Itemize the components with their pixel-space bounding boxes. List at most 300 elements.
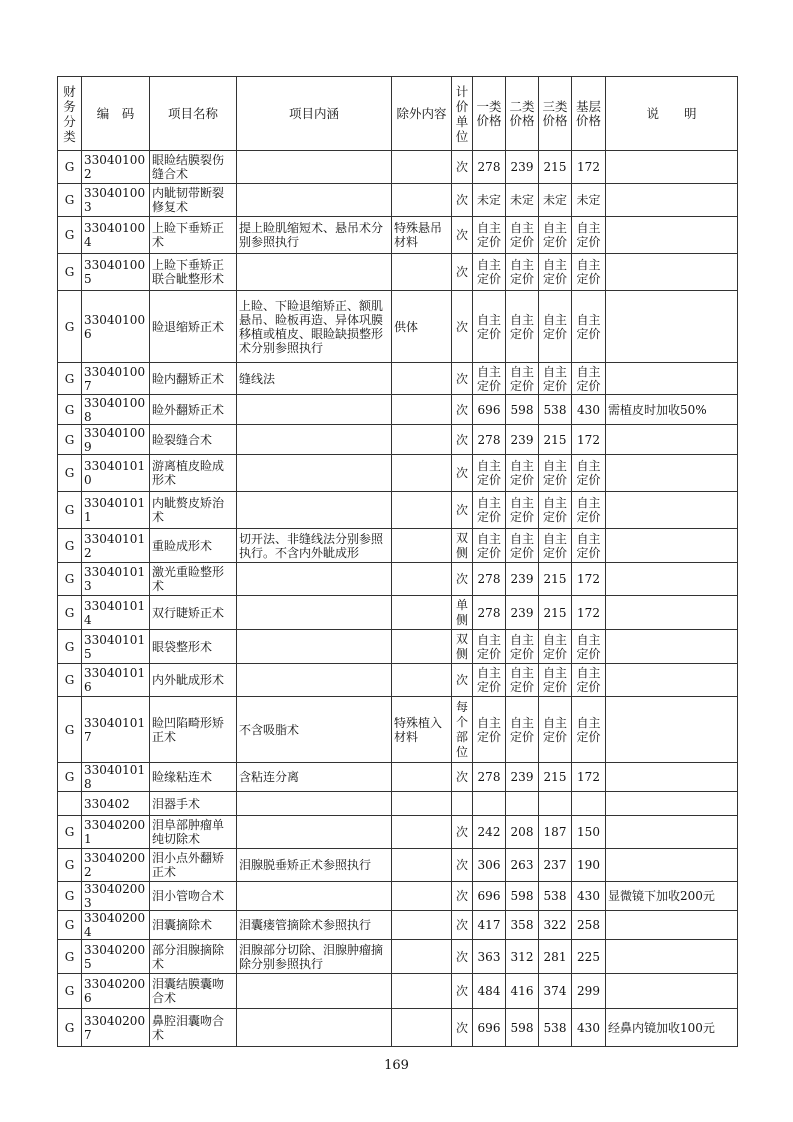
price-1-cell: 278 xyxy=(473,563,506,596)
price-4-cell: 自主定价 xyxy=(572,217,606,254)
price-3-cell: 237 xyxy=(539,849,572,882)
price-4-cell: 150 xyxy=(572,816,606,849)
content-cell xyxy=(237,816,392,849)
name-cell: 泪器手术 xyxy=(150,792,237,816)
exclusion-cell: 特殊植入材料 xyxy=(392,697,452,763)
table-row xyxy=(58,849,738,882)
code-cell: 330402 xyxy=(82,792,150,816)
price-4-cell: 258 xyxy=(572,911,606,940)
note-cell xyxy=(606,630,738,664)
price-3-cell: 215 xyxy=(539,596,572,630)
exclusion-cell xyxy=(392,664,452,697)
price-3-cell: 374 xyxy=(539,974,572,1009)
price-2-cell: 239 xyxy=(506,151,539,184)
price-1-cell: 278 xyxy=(473,425,506,455)
table-row xyxy=(58,563,738,596)
note-cell xyxy=(606,816,738,849)
price-3-cell: 自主定价 xyxy=(539,254,572,291)
header-code: 编 码 xyxy=(82,77,150,151)
header-note: 说 明 xyxy=(606,77,738,151)
unit-cell: 次 xyxy=(452,1009,473,1047)
code-cell: 330401016 xyxy=(82,664,150,697)
content-cell xyxy=(237,596,392,630)
header-content: 项目内涵 xyxy=(237,77,392,151)
exclusion-cell xyxy=(392,425,452,455)
price-2-cell: 598 xyxy=(506,882,539,911)
price-4-cell: 未定 xyxy=(572,184,606,217)
price-1-cell: 自主定价 xyxy=(473,254,506,291)
price-1-cell: 自主定价 xyxy=(473,217,506,254)
content-cell: 泪囊瘘管摘除术参照执行 xyxy=(237,911,392,940)
exclusion-cell xyxy=(392,254,452,291)
note-cell xyxy=(606,849,738,882)
note-cell xyxy=(606,563,738,596)
table-row xyxy=(58,630,738,664)
price-3-cell: 自主定价 xyxy=(539,529,572,563)
unit-cell: 次 xyxy=(452,254,473,291)
header-price-4: 基层价格 xyxy=(572,77,606,151)
price-3-cell: 自主定价 xyxy=(539,664,572,697)
unit-cell: 次 xyxy=(452,664,473,697)
note-cell xyxy=(606,455,738,492)
exclusion-cell: 供体 xyxy=(392,291,452,363)
price-2-cell: 239 xyxy=(506,596,539,630)
price-3-cell: 自主定价 xyxy=(539,217,572,254)
price-2-cell: 自主定价 xyxy=(506,697,539,763)
price-4-cell: 自主定价 xyxy=(572,697,606,763)
price-1-cell: 自主定价 xyxy=(473,455,506,492)
price-1-cell: 自主定价 xyxy=(473,697,506,763)
category-cell: G xyxy=(58,816,82,849)
unit-cell xyxy=(452,630,473,664)
category-cell: G xyxy=(58,363,82,395)
price-3-cell: 215 xyxy=(539,763,572,792)
price-2-cell: 416 xyxy=(506,974,539,1009)
code-cell: 330401002 xyxy=(82,151,150,184)
table-row xyxy=(58,217,738,254)
name-cell: 内眦赘皮矫治术 xyxy=(150,492,237,529)
unit-cell-text: 双侧 xyxy=(455,530,468,560)
table-row xyxy=(58,184,738,217)
price-4-cell: 自主定价 xyxy=(572,529,606,563)
price-4-cell: 299 xyxy=(572,974,606,1009)
content-cell xyxy=(237,882,392,911)
price-4-cell: 172 xyxy=(572,596,606,630)
price-1-cell: 278 xyxy=(473,763,506,792)
unit-cell: 次 xyxy=(452,395,473,425)
price-2-cell xyxy=(506,792,539,816)
content-cell xyxy=(237,395,392,425)
note-cell xyxy=(606,529,738,563)
note-cell xyxy=(606,291,738,363)
note-cell xyxy=(606,184,738,217)
price-2-cell: 自主定价 xyxy=(506,217,539,254)
category-cell: G xyxy=(58,395,82,425)
header-name: 项目名称 xyxy=(150,77,237,151)
price-1-cell: 306 xyxy=(473,849,506,882)
price-3-cell: 自主定价 xyxy=(539,363,572,395)
price-1-cell: 自主定价 xyxy=(473,664,506,697)
price-1-cell: 363 xyxy=(473,940,506,974)
price-4-cell: 172 xyxy=(572,563,606,596)
table-row xyxy=(58,151,738,184)
note-cell xyxy=(606,425,738,455)
unit-cell: 次 xyxy=(452,849,473,882)
unit-cell: 次 xyxy=(452,184,473,217)
table-row xyxy=(58,291,738,363)
content-cell xyxy=(237,455,392,492)
exclusion-cell xyxy=(392,395,452,425)
price-1-cell: 278 xyxy=(473,151,506,184)
note-cell xyxy=(606,664,738,697)
table-row xyxy=(58,763,738,792)
exclusion-cell xyxy=(392,882,452,911)
price-4-cell: 172 xyxy=(572,425,606,455)
note-cell xyxy=(606,254,738,291)
price-2-cell: 263 xyxy=(506,849,539,882)
name-cell: 激光重睑整形术 xyxy=(150,563,237,596)
price-4-cell: 430 xyxy=(572,395,606,425)
price-3-cell: 自主定价 xyxy=(539,455,572,492)
content-cell: 泪腺部分切除、泪腺肿瘤摘除分别参照执行 xyxy=(237,940,392,974)
note-cell xyxy=(606,792,738,816)
code-cell: 330401003 xyxy=(82,184,150,217)
note-cell xyxy=(606,763,738,792)
code-cell: 330401007 xyxy=(82,363,150,395)
note-cell xyxy=(606,911,738,940)
price-3-cell: 322 xyxy=(539,911,572,940)
name-cell: 上睑下垂矫正联合眦整形术 xyxy=(150,254,237,291)
content-cell xyxy=(237,184,392,217)
code-cell: 330401012 xyxy=(82,529,150,563)
exclusion-cell xyxy=(392,151,452,184)
content-cell xyxy=(237,630,392,664)
note-cell xyxy=(606,596,738,630)
price-3-cell: 215 xyxy=(539,151,572,184)
name-cell: 游离植皮睑成形术 xyxy=(150,455,237,492)
category-cell: G xyxy=(58,254,82,291)
price-3-cell: 215 xyxy=(539,563,572,596)
table-row xyxy=(58,596,738,630)
code-cell: 330401018 xyxy=(82,763,150,792)
code-cell: 330401009 xyxy=(82,425,150,455)
content-cell: 不含吸脂术 xyxy=(237,697,392,763)
table-row xyxy=(58,940,738,974)
price-2-cell: 312 xyxy=(506,940,539,974)
code-cell: 330401005 xyxy=(82,254,150,291)
price-4-cell: 225 xyxy=(572,940,606,974)
price-4-cell: 自主定价 xyxy=(572,492,606,529)
price-2-cell: 自主定价 xyxy=(506,664,539,697)
unit-cell xyxy=(452,697,473,763)
note-cell xyxy=(606,217,738,254)
header-row xyxy=(58,77,738,151)
price-4-cell: 自主定价 xyxy=(572,455,606,492)
header-category: 财务分类 xyxy=(58,77,82,151)
price-2-cell: 自主定价 xyxy=(506,291,539,363)
content-cell xyxy=(237,254,392,291)
name-cell: 双行睫矫正术 xyxy=(150,596,237,630)
price-1-cell: 696 xyxy=(473,1009,506,1047)
header-price-2: 二类价格 xyxy=(506,77,539,151)
table-row xyxy=(58,529,738,563)
table-row xyxy=(58,664,738,697)
note-cell xyxy=(606,363,738,395)
price-1-cell: 242 xyxy=(473,816,506,849)
content-cell: 上睑、下睑退缩矫正、额肌悬吊、睑板再造、异体巩膜移植或植皮、眼睑缺损整形术分别参照执行 xyxy=(237,291,392,363)
exclusion-cell xyxy=(392,630,452,664)
price-3-cell: 自主定价 xyxy=(539,697,572,763)
code-cell: 330402005 xyxy=(82,940,150,974)
name-cell: 泪囊摘除术 xyxy=(150,911,237,940)
code-cell: 330401014 xyxy=(82,596,150,630)
exclusion-cell xyxy=(392,763,452,792)
price-4-cell: 172 xyxy=(572,763,606,792)
exclusion-cell xyxy=(392,563,452,596)
price-2-cell: 598 xyxy=(506,1009,539,1047)
unit-cell: 次 xyxy=(452,974,473,1009)
category-cell: G xyxy=(58,455,82,492)
exclusion-cell: 特殊悬吊材料 xyxy=(392,217,452,254)
name-cell: 睑外翻矫正术 xyxy=(150,395,237,425)
section-row xyxy=(58,792,738,816)
price-1-cell: 417 xyxy=(473,911,506,940)
content-cell xyxy=(237,974,392,1009)
category-cell: G xyxy=(58,911,82,940)
exclusion-cell xyxy=(392,974,452,1009)
price-2-cell: 358 xyxy=(506,911,539,940)
code-cell: 330401015 xyxy=(82,630,150,664)
code-cell: 330402004 xyxy=(82,911,150,940)
name-cell: 眼睑结膜裂伤缝合术 xyxy=(150,151,237,184)
price-table xyxy=(57,76,738,1047)
category-cell: G xyxy=(58,974,82,1009)
content-cell xyxy=(237,792,392,816)
price-1-cell: 自主定价 xyxy=(473,492,506,529)
category-cell: G xyxy=(58,492,82,529)
price-3-cell: 自主定价 xyxy=(539,291,572,363)
unit-cell: 次 xyxy=(452,563,473,596)
unit-cell: 次 xyxy=(452,763,473,792)
exclusion-cell xyxy=(392,816,452,849)
content-cell xyxy=(237,664,392,697)
note-cell xyxy=(606,697,738,763)
code-cell: 330401013 xyxy=(82,563,150,596)
table-row xyxy=(58,363,738,395)
exclusion-cell xyxy=(392,792,452,816)
price-4-cell: 430 xyxy=(572,882,606,911)
code-cell: 330401011 xyxy=(82,492,150,529)
unit-cell: 次 xyxy=(452,291,473,363)
exclusion-cell xyxy=(392,1009,452,1047)
unit-cell-text: 每个部位 xyxy=(455,699,468,759)
page-number: 169 xyxy=(384,1058,409,1073)
table-row xyxy=(58,911,738,940)
category-cell: G xyxy=(58,940,82,974)
content-cell: 切开法、非缝线法分别参照执行。不含内外眦成形 xyxy=(237,529,392,563)
price-3-cell xyxy=(539,792,572,816)
content-cell xyxy=(237,151,392,184)
price-1-cell: 696 xyxy=(473,395,506,425)
table-row xyxy=(58,697,738,763)
name-cell: 眼袋整形术 xyxy=(150,630,237,664)
unit-cell: 次 xyxy=(452,882,473,911)
note-cell xyxy=(606,492,738,529)
category-cell: G xyxy=(58,529,82,563)
unit-cell: 次 xyxy=(452,425,473,455)
category-cell: G xyxy=(58,763,82,792)
price-1-cell: 自主定价 xyxy=(473,529,506,563)
table-row xyxy=(58,395,738,425)
category-cell: G xyxy=(58,184,82,217)
exclusion-cell xyxy=(392,363,452,395)
name-cell: 睑缘粘连术 xyxy=(150,763,237,792)
code-cell: 330401017 xyxy=(82,697,150,763)
header-price-1: 一类价格 xyxy=(473,77,506,151)
name-cell: 睑退缩矫正术 xyxy=(150,291,237,363)
header-exclusion: 除外内容 xyxy=(392,77,452,151)
price-3-cell: 215 xyxy=(539,425,572,455)
price-1-cell xyxy=(473,792,506,816)
category-cell: G xyxy=(58,291,82,363)
code-cell: 330401006 xyxy=(82,291,150,363)
note-cell: 经鼻内镜加收100元 xyxy=(606,1009,738,1047)
price-3-cell: 自主定价 xyxy=(539,630,572,664)
exclusion-cell xyxy=(392,492,452,529)
unit-cell: 次 xyxy=(452,911,473,940)
name-cell: 内外眦成形术 xyxy=(150,664,237,697)
price-2-cell: 598 xyxy=(506,395,539,425)
category-cell: G xyxy=(58,217,82,254)
header-unit: 计价单位 xyxy=(452,77,473,151)
unit-cell: 次 xyxy=(452,151,473,184)
unit-cell: 次 xyxy=(452,455,473,492)
code-cell: 330401004 xyxy=(82,217,150,254)
price-3-cell: 538 xyxy=(539,882,572,911)
category-cell: G xyxy=(58,697,82,763)
table-row xyxy=(58,974,738,1009)
name-cell: 重睑成形术 xyxy=(150,529,237,563)
unit-cell xyxy=(452,792,473,816)
unit-cell-text: 双侧 xyxy=(455,631,468,661)
name-cell: 泪小管吻合术 xyxy=(150,882,237,911)
category-cell: G xyxy=(58,1009,82,1047)
price-1-cell: 696 xyxy=(473,882,506,911)
table-row xyxy=(58,492,738,529)
price-1-cell: 自主定价 xyxy=(473,630,506,664)
unit-cell: 次 xyxy=(452,363,473,395)
note-cell xyxy=(606,151,738,184)
price-3-cell: 187 xyxy=(539,816,572,849)
header-price-3: 三类价格 xyxy=(539,77,572,151)
unit-cell: 次 xyxy=(452,816,473,849)
code-cell: 330401010 xyxy=(82,455,150,492)
exclusion-cell xyxy=(392,940,452,974)
name-cell: 睑内翻矫正术 xyxy=(150,363,237,395)
price-2-cell: 未定 xyxy=(506,184,539,217)
category-cell: G xyxy=(58,151,82,184)
price-4-cell xyxy=(572,792,606,816)
price-1-cell: 自主定价 xyxy=(473,363,506,395)
name-cell: 部分泪腺摘除术 xyxy=(150,940,237,974)
content-cell: 含粘连分离 xyxy=(237,763,392,792)
unit-cell: 次 xyxy=(452,492,473,529)
category-cell: G xyxy=(58,425,82,455)
table-row xyxy=(58,816,738,849)
content-cell: 提上睑肌缩短术、悬吊术分别参照执行 xyxy=(237,217,392,254)
table-row xyxy=(58,455,738,492)
price-2-cell: 自主定价 xyxy=(506,630,539,664)
code-cell: 330401008 xyxy=(82,395,150,425)
unit-cell-text: 单侧 xyxy=(455,597,468,627)
name-cell: 睑凹陷畸形矫正术 xyxy=(150,697,237,763)
content-cell xyxy=(237,425,392,455)
name-cell: 泪小点外翻矫正术 xyxy=(150,849,237,882)
price-2-cell: 自主定价 xyxy=(506,455,539,492)
content-cell xyxy=(237,563,392,596)
price-2-cell: 239 xyxy=(506,763,539,792)
exclusion-cell xyxy=(392,455,452,492)
category-cell: G xyxy=(58,882,82,911)
price-4-cell: 自主定价 xyxy=(572,664,606,697)
unit-cell xyxy=(452,529,473,563)
price-3-cell: 538 xyxy=(539,395,572,425)
price-2-cell: 自主定价 xyxy=(506,363,539,395)
category-cell: G xyxy=(58,596,82,630)
price-2-cell: 自主定价 xyxy=(506,492,539,529)
price-2-cell: 自主定价 xyxy=(506,254,539,291)
category-cell: G xyxy=(58,630,82,664)
unit-cell: 次 xyxy=(452,217,473,254)
price-4-cell: 190 xyxy=(572,849,606,882)
price-3-cell: 538 xyxy=(539,1009,572,1047)
name-cell: 泪囊结膜囊吻合术 xyxy=(150,974,237,1009)
category-cell xyxy=(58,792,82,816)
price-4-cell: 自主定价 xyxy=(572,291,606,363)
code-cell: 330402006 xyxy=(82,974,150,1009)
exclusion-cell xyxy=(392,184,452,217)
name-cell: 内眦韧带断裂修复术 xyxy=(150,184,237,217)
category-cell: G xyxy=(58,563,82,596)
code-cell: 330402002 xyxy=(82,849,150,882)
table-row xyxy=(58,882,738,911)
price-1-cell: 278 xyxy=(473,596,506,630)
exclusion-cell xyxy=(392,529,452,563)
exclusion-cell xyxy=(392,596,452,630)
content-cell: 缝线法 xyxy=(237,363,392,395)
price-4-cell: 172 xyxy=(572,151,606,184)
price-2-cell: 239 xyxy=(506,425,539,455)
price-2-cell: 239 xyxy=(506,563,539,596)
price-2-cell: 自主定价 xyxy=(506,529,539,563)
price-4-cell: 自主定价 xyxy=(572,254,606,291)
exclusion-cell xyxy=(392,849,452,882)
price-4-cell: 自主定价 xyxy=(572,630,606,664)
table-row xyxy=(58,425,738,455)
note-cell xyxy=(606,974,738,1009)
unit-cell xyxy=(452,596,473,630)
exclusion-cell xyxy=(392,911,452,940)
price-3-cell: 自主定价 xyxy=(539,492,572,529)
price-1-cell: 自主定价 xyxy=(473,291,506,363)
price-4-cell: 430 xyxy=(572,1009,606,1047)
price-1-cell: 484 xyxy=(473,974,506,1009)
unit-cell: 次 xyxy=(452,940,473,974)
name-cell: 上睑下垂矫正术 xyxy=(150,217,237,254)
name-cell: 睑裂缝合术 xyxy=(150,425,237,455)
name-cell: 泪阜部肿瘤单纯切除术 xyxy=(150,816,237,849)
price-3-cell: 281 xyxy=(539,940,572,974)
